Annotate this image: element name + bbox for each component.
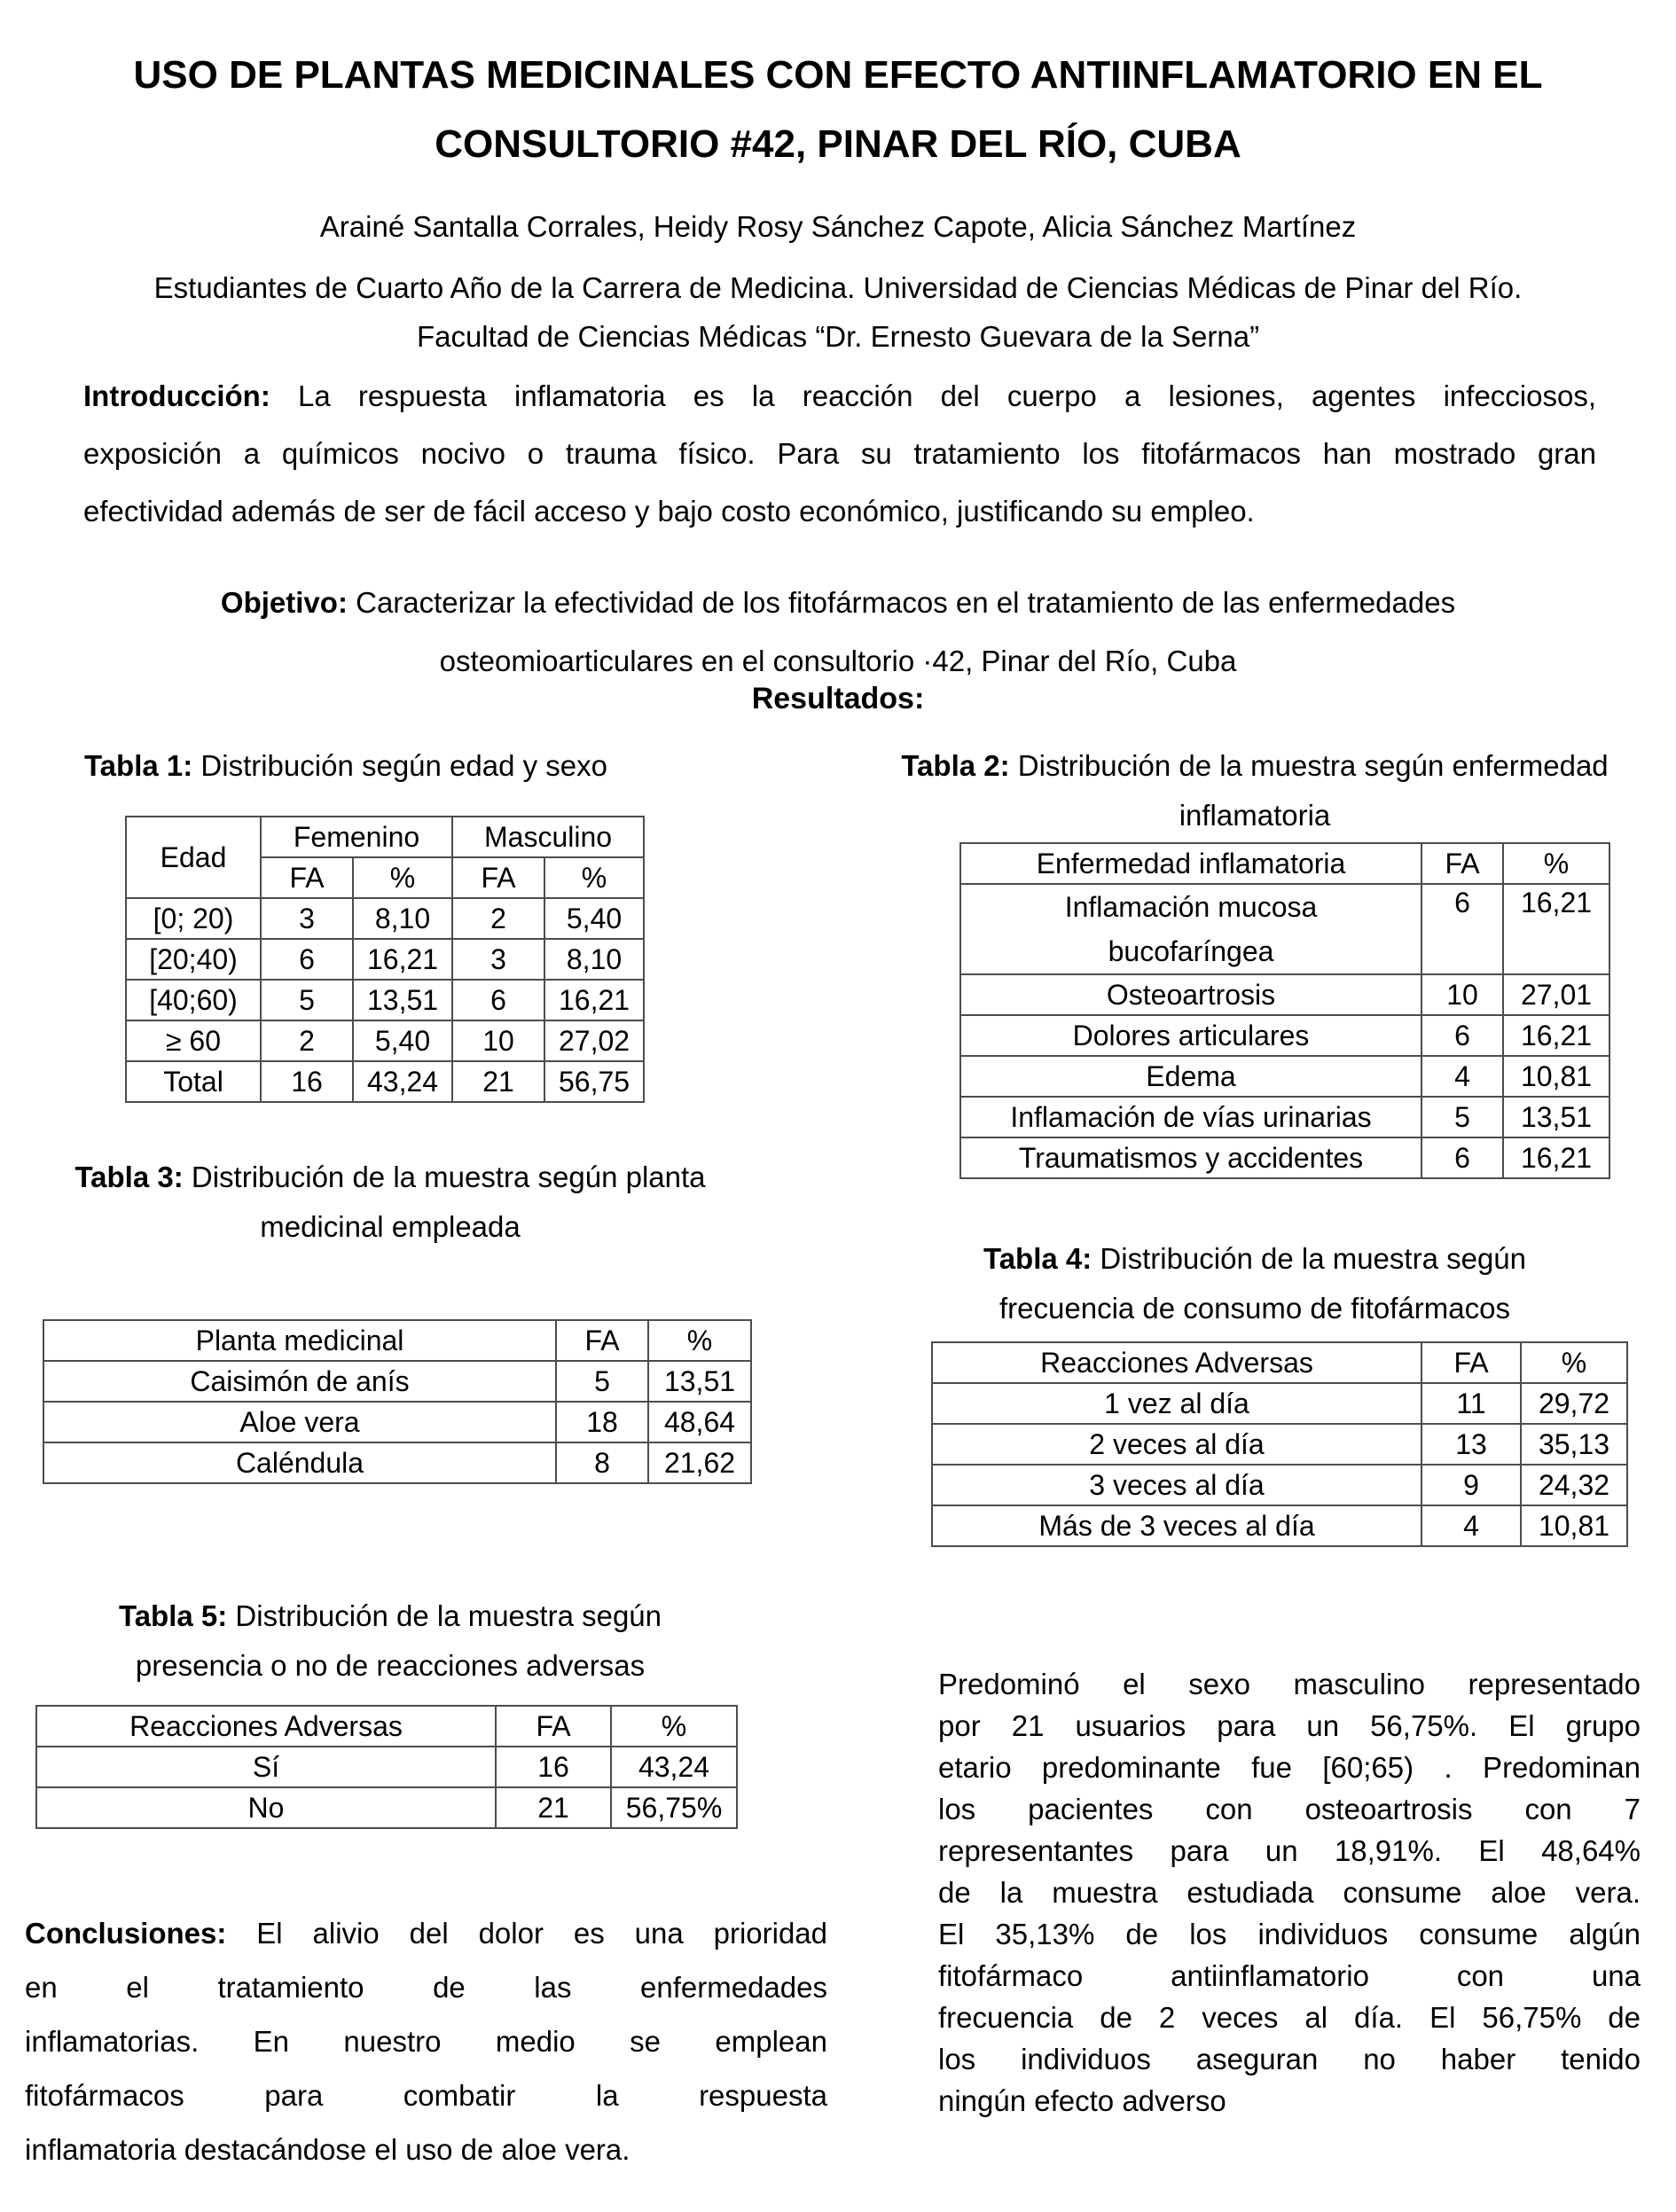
cell: 16 [496, 1747, 611, 1787]
tabla2-title-line-2: inflamatoria [1179, 799, 1331, 832]
cell: 4 [1421, 1505, 1521, 1546]
section-introduccion [83, 367, 1596, 540]
paragraph-line: los individuos aseguran no haber tenido [938, 2043, 1641, 2075]
page-title-line-1: USO DE PLANTAS MEDICINALES CON EFECTO ANTIINFLAMATORIO EN EL [133, 53, 1543, 97]
resultados-paragraph [938, 1663, 1641, 2122]
table-row [960, 1097, 1609, 1137]
tabla3-col-fa: FA [556, 1320, 648, 1361]
cell: Edema [960, 1056, 1421, 1097]
table-row [960, 1056, 1609, 1097]
cell: Inflamación de vías urinarias [960, 1097, 1421, 1137]
cell: 2 veces al día [932, 1424, 1421, 1465]
table-row [43, 1361, 751, 1402]
cell: 13,51 [648, 1361, 751, 1402]
tabla3-title-label: Tabla 3: [74, 1161, 184, 1193]
tabla5-title-text: Distribución de la muestra según [235, 1599, 662, 1632]
tabla4 [931, 1341, 1628, 1547]
tabla2-title-text: Distribución de la muestra según enfermedad [1017, 749, 1609, 782]
cell: 48,64 [648, 1402, 751, 1442]
tabla1-col-masculino: Masculino [452, 817, 644, 857]
cell: 10,81 [1503, 1056, 1609, 1097]
tabla5-header-row [36, 1706, 737, 1747]
table-row [960, 974, 1609, 1015]
intro-line-1 [83, 367, 1596, 425]
resultados-heading: Resultados: [751, 682, 925, 715]
tabla1-col-fa-f: FA [261, 857, 353, 898]
table-row [43, 1402, 751, 1442]
tabla2-col-pct: % [1503, 843, 1609, 884]
conclusiones-label: Conclusiones: [25, 1917, 227, 1950]
paragraph-line: El 35,13% de los individuos consume algún [938, 1918, 1641, 1950]
page-title-line-2: CONSULTORIO #42, PINAR DEL RÍO, CUBA [435, 122, 1241, 166]
tabla4-col-pct: % [1521, 1342, 1627, 1383]
cell: 8 [556, 1442, 648, 1483]
paragraph-line: de la muestra estudiada consume aloe vera. [938, 1876, 1641, 1909]
table-row [36, 1747, 737, 1787]
conclusiones-line-1 [25, 1906, 827, 1960]
cell: Dolores articulares [960, 1015, 1421, 1056]
cell: 5 [261, 980, 353, 1020]
tabla1-col-pct-m: % [544, 857, 644, 898]
tabla3-col-label: Planta medicinal [43, 1320, 556, 1361]
tabla1-col-fa-m: FA [452, 857, 544, 898]
cell: No [36, 1787, 496, 1828]
tabla1-title-text: Distribución según edad y sexo [200, 749, 608, 782]
cell: 18 [556, 1402, 648, 1442]
cell: 13,51 [1503, 1097, 1609, 1137]
affiliation [0, 263, 1676, 361]
cell: 16,21 [1503, 884, 1609, 974]
tabla2-header-row [960, 843, 1609, 884]
cell: 16,21 [353, 939, 452, 980]
cell: 6 [1421, 1015, 1503, 1056]
cell: [40;60) [126, 980, 261, 1020]
cell: 56,75% [611, 1787, 737, 1828]
cell: 16,21 [1503, 1137, 1609, 1178]
conclusiones-line-5: inflamatoria destacándose el uso de aloe vera. [25, 2133, 630, 2166]
tabla4-col-label: Reacciones Adversas [932, 1342, 1421, 1383]
cell: 13 [1421, 1424, 1521, 1465]
tabla1 [125, 816, 645, 1103]
tabla2 [959, 842, 1610, 1179]
page-title [0, 41, 1676, 179]
objetivo-line-1 [89, 574, 1587, 632]
cell: 3 veces al día [932, 1465, 1421, 1505]
tabla5 [35, 1705, 738, 1829]
objetivo-line-1-text: Caracterizar la efectividad de los fitofármacos en el tratamiento de las enfermedades [356, 586, 1456, 619]
table-row [126, 1020, 644, 1061]
cell: Aloe vera [43, 1402, 556, 1442]
tabla1-header-row-1 [126, 817, 644, 857]
cell: 5,40 [353, 1020, 452, 1061]
cell: 10,81 [1521, 1505, 1627, 1546]
intro-label: Introducción: [83, 379, 270, 412]
tabla2-col-label: Enfermedad inflamatoria [960, 843, 1421, 884]
cell: 16,21 [544, 980, 644, 1020]
cell: 6 [261, 939, 353, 980]
cell-label-line-2: bucofaríngea [1108, 935, 1274, 967]
cell: Sí [36, 1747, 496, 1787]
tabla2-title-line-1 [842, 741, 1667, 791]
tabla3-title-line-2: medicinal empleada [260, 1210, 521, 1243]
cell: 8,10 [353, 898, 452, 939]
tabla3-col-pct: % [648, 1320, 751, 1361]
table-row [36, 1787, 737, 1828]
tabla5-title [9, 1591, 771, 1691]
section-conclusiones [25, 1906, 827, 2177]
table-row [932, 1424, 1627, 1465]
table-row [126, 939, 644, 980]
paragraph-line: por 21 usuarios para un 56,75%. El grupo [938, 1709, 1641, 1742]
cell: 11 [1421, 1383, 1521, 1424]
cell: 16,21 [1503, 1015, 1609, 1056]
tabla5-col-fa: FA [496, 1706, 611, 1747]
cell: Más de 3 veces al día [932, 1505, 1421, 1546]
table-row [43, 1442, 751, 1483]
cell: Caléndula [43, 1442, 556, 1483]
cell: 9 [1421, 1465, 1521, 1505]
conclusiones-line-2: en el tratamiento de las enfermedades [25, 1971, 827, 2004]
cell: 29,72 [1521, 1383, 1627, 1424]
tabla3-header-row [43, 1320, 751, 1361]
cell: 3 [261, 898, 353, 939]
section-objetivo [89, 574, 1587, 691]
cell: 6 [452, 980, 544, 1020]
table-row [126, 1061, 644, 1102]
cell: 10 [452, 1020, 544, 1061]
cell: Caisimón de anís [43, 1361, 556, 1402]
paragraph-line: frecuencia de 2 veces al día. El 56,75% de [938, 2001, 1641, 2034]
cell: 27,01 [1503, 974, 1609, 1015]
cell: Traumatismos y accidentes [960, 1137, 1421, 1178]
cell: 13,51 [353, 980, 452, 1020]
tabla1-col-pct-f: % [353, 857, 452, 898]
cell: [0; 20) [126, 898, 261, 939]
tabla4-title-line-1 [851, 1234, 1658, 1284]
cell: 56,75 [544, 1061, 644, 1102]
cell: 21 [452, 1061, 544, 1102]
cell: ≥ 60 [126, 1020, 261, 1061]
cell: 24,32 [1521, 1465, 1627, 1505]
tabla5-title-line-1 [9, 1591, 771, 1641]
cell: 3 [452, 939, 544, 980]
cell: 8,10 [544, 939, 644, 980]
cell: [20;40) [126, 939, 261, 980]
tabla1-title-label: Tabla 1: [83, 749, 193, 782]
cell: 35,13 [1521, 1424, 1627, 1465]
paragraph-line: ningún efecto adverso [938, 2084, 1226, 2117]
tabla5-col-label: Reacciones Adversas [36, 1706, 496, 1747]
cell: 27,02 [544, 1020, 644, 1061]
cell: 43,24 [353, 1061, 452, 1102]
tabla5-title-line-2: presencia o no de reacciones adversas [135, 1649, 646, 1682]
paragraph-line: fitofármaco antiinflamatorio con una [938, 1959, 1641, 1992]
cell: 16 [261, 1061, 353, 1102]
tabla5-title-label: Tabla 5: [118, 1599, 228, 1632]
cell: Total [126, 1061, 261, 1102]
cell-two-line-label [965, 885, 1417, 973]
affiliation-line-1: Estudiantes de Cuarto Año de la Carrera de Medicina. Universidad de Ciencias Médicas de Pinar del Río. [153, 271, 1523, 304]
tabla4-title-line-2: frecuencia de consumo de fitofármacos [999, 1292, 1510, 1325]
tabla3-title-line-1 [9, 1153, 771, 1202]
table-row [126, 898, 644, 939]
intro-line-3: efectividad además de ser de fácil acceso y bajo costo económico, justificando su empleo. [83, 495, 1255, 528]
affiliation-line-2: Facultad de Ciencias Médicas “Dr. Ernesto Guevara de la Serna” [416, 320, 1260, 353]
paragraph-line: Predominó el sexo masculino representado [938, 1668, 1641, 1700]
tabla1-col-edad: Edad [126, 817, 261, 898]
cell: 4 [1421, 1056, 1503, 1097]
paragraph-line: representantes para un 18,91%. El 48,64% [938, 1834, 1641, 1867]
table-row [932, 1505, 1627, 1546]
authors-line: Arainé Santalla Corrales, Heidy Rosy Sánchez Capote, Alicia Sánchez Martínez [319, 210, 1357, 243]
cell: 5 [556, 1361, 648, 1402]
cell: 2 [261, 1020, 353, 1061]
tabla3-title [9, 1153, 771, 1252]
tabla1-col-femenino: Femenino [261, 817, 452, 857]
tabla3-title-text: Distribución de la muestra según planta [191, 1161, 706, 1193]
intro-line-2: exposición a químicos nocivo o trauma físico. Para su tratamiento los fitofármacos han mostrado gran [83, 437, 1596, 470]
table-row [960, 1137, 1609, 1178]
tabla4-col-fa: FA [1421, 1342, 1521, 1383]
table-row [932, 1383, 1627, 1424]
objetivo-label: Objetivo: [220, 586, 348, 619]
cell: 43,24 [611, 1747, 737, 1787]
objetivo-line-2: osteomioarticulares en el consultorio ·42, Pinar del Río, Cuba [439, 645, 1237, 677]
table-row [126, 980, 644, 1020]
cell [960, 884, 1421, 974]
tabla2-title-label: Tabla 2: [901, 749, 1010, 782]
cell: 5 [1421, 1097, 1503, 1137]
table-row [932, 1465, 1627, 1505]
cell: 5,40 [544, 898, 644, 939]
cell: Osteoartrosis [960, 974, 1421, 1015]
table-row [960, 884, 1609, 974]
tabla2-col-fa: FA [1421, 843, 1503, 884]
table-row [960, 1015, 1609, 1056]
tabla4-title-label: Tabla 4: [983, 1242, 1093, 1275]
conclusiones-line-1-text: El alivio del dolor es una prioridad [256, 1917, 828, 1950]
paragraph-line: etario predominante fue [60;65) . Predominan [938, 1751, 1641, 1784]
intro-line-1-text: La respuesta inflamatoria es la reacción del cuerpo a lesiones, agentes infecciosos, [298, 379, 1596, 412]
cell: 21 [496, 1787, 611, 1828]
cell: 21,62 [648, 1442, 751, 1483]
tabla4-title-text: Distribución de la muestra según [1100, 1242, 1527, 1275]
tabla4-title [851, 1234, 1658, 1333]
cell-label-line-1: Inflamación mucosa [1064, 891, 1318, 923]
cell: 6 [1421, 884, 1503, 974]
tabla3 [43, 1319, 752, 1484]
tabla4-header-row [932, 1342, 1627, 1383]
cell: 6 [1421, 1137, 1503, 1178]
tabla2-title [842, 741, 1667, 840]
tabla1-title [35, 741, 656, 791]
tabla5-col-pct: % [611, 1706, 737, 1747]
cell: 10 [1421, 974, 1503, 1015]
cell: 1 vez al día [932, 1383, 1421, 1424]
cell: 2 [452, 898, 544, 939]
conclusiones-line-3: inflamatorias. En nuestro medio se emplean [25, 2025, 827, 2058]
conclusiones-line-4: fitofármacos para combatir la respuesta [25, 2079, 827, 2112]
paragraph-line: los pacientes con osteoartrosis con 7 [938, 1793, 1641, 1825]
